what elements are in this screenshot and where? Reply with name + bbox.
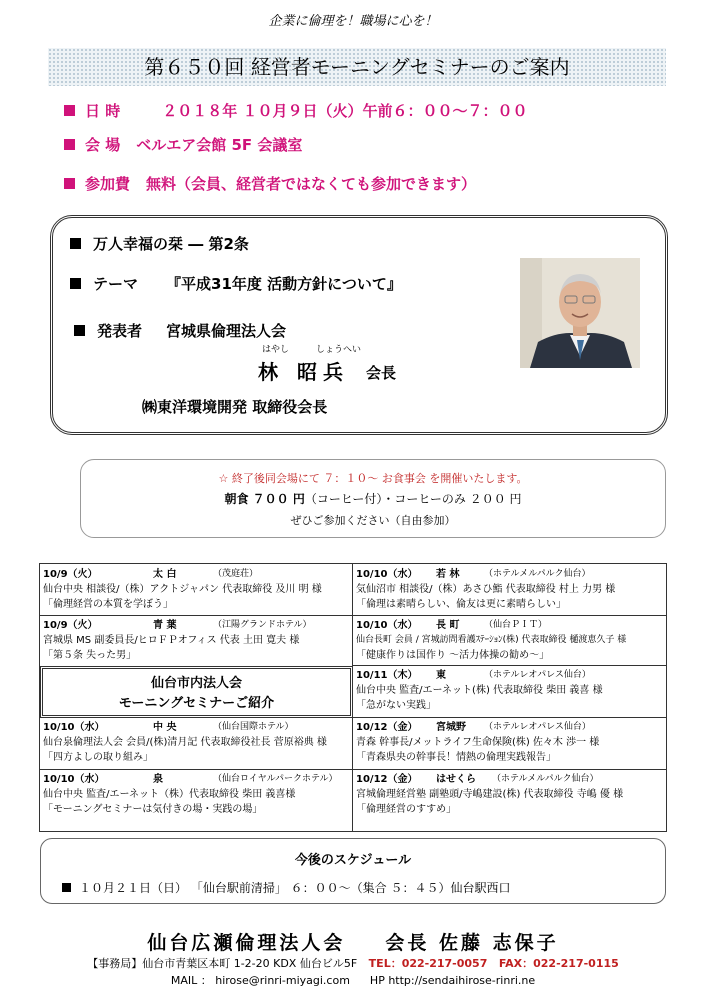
entry-topic: 「健康作りは国作り ～活力体操の勧め～」 — [356, 650, 550, 661]
slogan: 企業に倫理を！職場に心を！ — [268, 14, 438, 29]
presenter-photo — [520, 258, 640, 368]
schedule-item-text: １０月２１日（日） 「仙台駅前清掃」 ６：００～（集合 ５：４５）仙台駅西口 — [79, 881, 511, 895]
entry-name: 東 — [436, 670, 446, 681]
schedule-heading: 今後のスケジュール — [294, 853, 412, 868]
schedule-item — [62, 879, 510, 896]
ruby-family: はやし — [262, 345, 290, 355]
grid-line — [352, 717, 666, 718]
entry-venue: （ホテルメルパルク仙台） — [492, 774, 599, 784]
entry-venue: （ホテルメルパルク仙台） — [484, 569, 591, 579]
entry-name: 若 林 — [436, 569, 460, 580]
ruby-given: しょうへい — [316, 345, 362, 355]
entry-topic: 「四方よしの取り組み」 — [43, 752, 153, 763]
entry-venue: （茂庭荘） — [213, 569, 259, 579]
grid-line — [352, 615, 666, 616]
meal-announcement: ☆ 終了後同会場にて ７：１０～ お食事会 を開催いたします。 — [218, 472, 528, 485]
square-bullet-icon — [70, 238, 81, 249]
seminar-entry — [40, 618, 352, 663]
theme-label: テーマ — [93, 275, 139, 293]
meal-price-detail: （コーヒー付）・コーヒーのみ ２００ 円 — [304, 492, 522, 506]
entry-venue: （仙台ＰＩＴ） — [484, 620, 548, 630]
seminar-entry — [353, 772, 666, 817]
grid-line — [40, 769, 352, 770]
entry-topic: 「第５条 失った男」 — [43, 650, 137, 661]
entry-venue: （江陽グランドホテル） — [213, 620, 312, 630]
square-bullet-icon — [64, 178, 75, 189]
intro-box — [40, 666, 353, 718]
entry-name: はせくら — [436, 774, 476, 785]
presenter-org: 宮城県倫理法人会 — [166, 322, 287, 340]
entry-speaker: 青森 幹事長/メットライフ生命保険(株) 佐々木 渉一 様 — [356, 737, 600, 748]
detail-datetime — [64, 100, 527, 121]
square-bullet-icon — [70, 278, 81, 289]
square-bullet-icon — [74, 325, 85, 336]
detail-label: 参加費 — [85, 175, 131, 193]
presenter-name: 林 昭兵 — [258, 360, 349, 384]
footer-web — [0, 972, 706, 988]
entry-topic: 「急がない実践」 — [356, 700, 436, 711]
entry-name: 中 央 — [153, 722, 177, 733]
article-text: 万人幸福の栞 ― 第2条 — [93, 235, 249, 253]
grid-line — [40, 615, 352, 616]
entry-speaker: 気仙沼市 相談役/（株）あさひ鮨 代表取締役 村上 力男 様 — [356, 584, 616, 595]
detail-value: ベルエア会館 5F 会議室 — [136, 136, 303, 154]
grid-line — [352, 769, 666, 770]
detail-value: ２０１８年 １０月９日（火）午前６：００～７：００ — [162, 102, 528, 120]
seminar-entry — [40, 567, 352, 612]
entry-topic: 「倫理経営のすすめ」 — [356, 804, 457, 815]
entry-date: 10/12（金） — [356, 774, 418, 785]
office-mail[interactable]: MAIL ： hirose@rinri-miyagi.com — [170, 974, 350, 987]
grid-line — [352, 665, 666, 666]
entry-venue: （仙台ロイヤルパークホテル） — [213, 774, 338, 784]
square-bullet-icon — [62, 883, 71, 892]
entry-name: 長 町 — [436, 620, 460, 631]
entry-speaker: 仙台長町 会員 / 宮城訪問看護ｽﾃｰｼｮﾝ(株) 代表取締役 樋渡恵久子 様 — [356, 635, 627, 645]
entry-date: 10/12（金） — [356, 722, 418, 733]
entry-date: 10/11（木） — [356, 670, 418, 681]
entry-venue: （ホテルレオパレス仙台） — [484, 670, 591, 680]
entry-topic: 「モーニングセミナーは気付きの場・実践の場」 — [43, 804, 263, 815]
seminar-entry — [353, 618, 666, 663]
square-bullet-icon — [64, 139, 75, 150]
footer-chair: 会長 佐藤 志保子 — [385, 932, 559, 954]
entry-venue: （仙台国際ホテル） — [213, 722, 294, 732]
detail-fee — [64, 173, 476, 194]
entry-speaker: 仙台中央 監査/エーネット(株) 代表取締役 柴田 義喜 様 — [356, 685, 603, 696]
meal-invite: ぜひご参加ください（自由参加） — [290, 514, 456, 527]
entry-topic: 「倫理経営の本質を学ぼう」 — [43, 599, 173, 610]
entry-date: 10/10（水） — [356, 569, 418, 580]
detail-value: 無料（会員、経営者ではなくても参加できます） — [146, 175, 477, 193]
square-bullet-icon — [64, 105, 75, 116]
seminar-entry — [353, 567, 666, 612]
office-tel: TEL：022-217-0057 — [368, 957, 488, 970]
detail-label: 会 場 — [85, 136, 121, 154]
presenter-role: 会長 — [366, 364, 397, 382]
entry-date: 10/9（火） — [43, 569, 98, 580]
entry-name: 宮城野 — [436, 722, 466, 733]
entry-date: 10/9（火） — [43, 620, 98, 631]
seminar-entry — [40, 720, 352, 765]
detail-venue — [64, 134, 302, 155]
office-label: 【事務局】 — [87, 957, 143, 970]
page-title: 第６５０回 経営者モーニングセミナーのご案内 — [144, 55, 570, 79]
entry-speaker: 宮城県 MS 副委員長/ヒロＦＰオフィス 代表 土田 寛夫 様 — [43, 635, 300, 646]
footer-contact — [0, 955, 706, 971]
entry-name: 泉 — [153, 774, 163, 785]
intro-line1: 仙台市内法人会 — [150, 676, 242, 691]
entry-name: 太 白 — [153, 569, 177, 580]
entry-topic: 「青森県央の幹事長！情熱の倫理実践報告」 — [356, 752, 556, 763]
entry-speaker: 仙台中央 相談役/（株）アクトジャパン 代表取締役 及川 明 様 — [43, 584, 322, 595]
presenter-photo-image — [520, 258, 640, 368]
footer-org: 仙台広瀬倫理法人会 — [147, 932, 346, 954]
seminar-grid — [39, 563, 667, 832]
detail-label: 日 時 — [85, 102, 121, 120]
theme-text: 『平成31年度 活動方針について』 — [166, 275, 402, 293]
seminar-entry — [40, 772, 352, 817]
intro-line2: モーニングセミナーご紹介 — [118, 696, 275, 711]
theme-line — [70, 273, 402, 294]
entry-venue: （ホテルレオパレス仙台） — [484, 722, 591, 732]
entry-name: 青 葉 — [153, 620, 177, 631]
entry-date: 10/10（水） — [43, 722, 105, 733]
footer-org-line — [0, 928, 706, 955]
entry-speaker: 宮城倫理経営塾 副塾頭/寺嶋建設(株) 代表取締役 寺嶋 優 様 — [356, 789, 624, 800]
entry-speaker: 仙台泉倫理法人会 会員/(株)清月記 代表取締役社長 菅原裕典 様 — [43, 737, 327, 748]
entry-date: 10/10（水） — [356, 620, 418, 631]
article-line — [70, 233, 249, 254]
presenter-line — [74, 320, 286, 341]
office-fax: FAX：022-217-0115 — [498, 957, 619, 970]
entry-date: 10/10（水） — [43, 774, 105, 785]
presenter-company: ㈱東洋環境開発 取締役会長 — [142, 398, 328, 416]
presenter-label: 発表者 — [97, 322, 143, 340]
seminar-entry — [353, 668, 666, 713]
office-hp[interactable]: HP http://sendaihirose-rinri.ne — [369, 974, 536, 987]
meal-price — [80, 490, 666, 507]
entry-speaker: 仙台中央 監査/エーネット（株）代表取締役 柴田 義喜様 — [43, 789, 296, 800]
seminar-entry — [353, 720, 666, 765]
office-address: 仙台市青葉区本町 1-2-20 KDX 仙台ビル5F — [142, 957, 358, 970]
entry-topic: 「倫理は素晴らしい、倫友は更に素晴らしい」 — [356, 599, 566, 610]
meal-price-main: 朝食 ７００ 円 — [224, 492, 305, 506]
